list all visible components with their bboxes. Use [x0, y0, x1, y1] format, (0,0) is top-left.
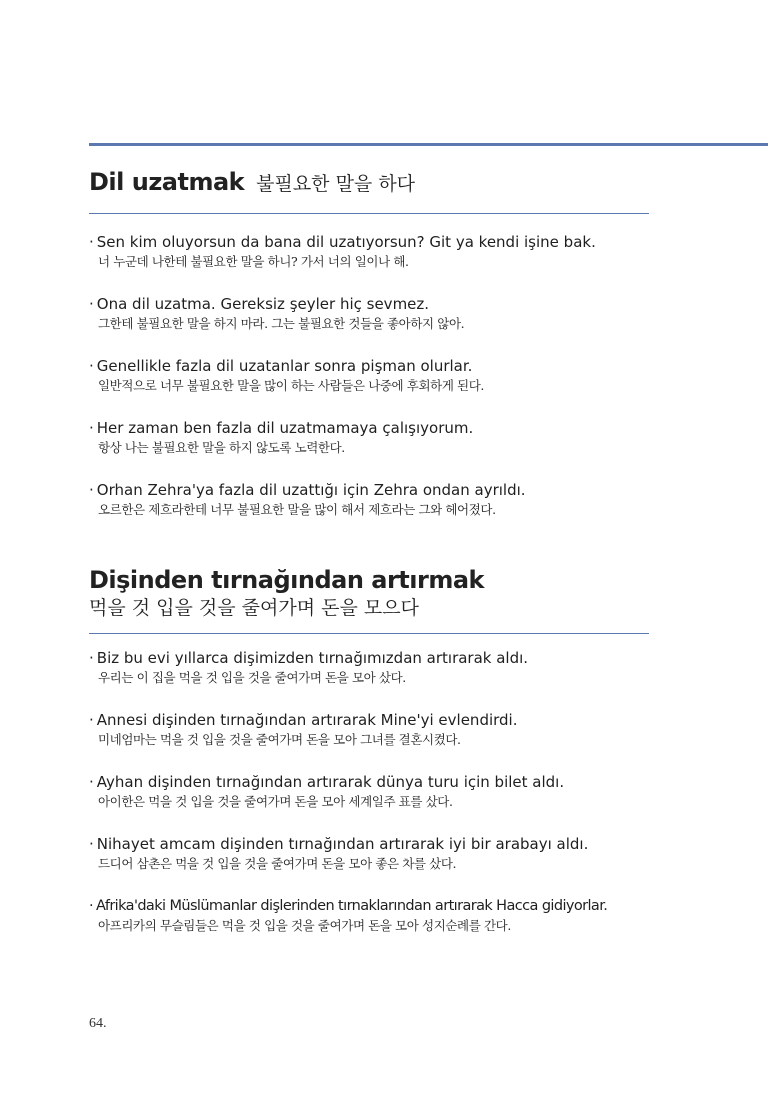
bullet: · [89, 233, 94, 251]
bullet: · [89, 711, 94, 729]
turkish-sentence: Afrika'daki Müslümanlar dişlerinden tırnaklarından artırarak Hacca gidiyorlar. [96, 898, 608, 914]
turkish-sentence: Annesi dişinden tırnağından artırarak Mine'yi evlendirdi. [96, 711, 518, 729]
example-item [89, 709, 649, 771]
example-item [89, 293, 649, 355]
example-turkish [89, 771, 649, 793]
turkish-sentence: Sen kim oluyorsun da bana dil uzatıyorsun? Git ya kendi işine bak. [96, 233, 596, 251]
example-korean: 미네엄마는 먹을 것 입을 것을 줄여가며 돈을 모아 그녀를 결혼시켰다. [98, 732, 461, 747]
example-item [89, 647, 649, 709]
turkish-sentence: Her zaman ben fazla dil uzatmamaya çalışıyorum. [96, 419, 474, 437]
turkish-sentence: Orhan Zehra'ya fazla dil uzattığı için Zehra ondan ayrıldı. [96, 481, 526, 499]
example-turkish [89, 231, 649, 253]
example-korean: 드디어 삼촌은 먹을 것 입을 것을 줄여가며 돈을 모아 좋은 차를 샀다. [98, 856, 457, 871]
example-turkish [89, 479, 649, 501]
example-turkish [89, 833, 649, 855]
example-turkish [89, 647, 649, 669]
bullet: · [89, 649, 94, 667]
example-item [89, 833, 649, 895]
example-korean: 그한테 불필요한 말을 하지 마라. 그는 불필요한 것들을 좋아하지 않아. [98, 316, 465, 331]
section-heading [89, 565, 649, 621]
example-korean: 아프리카의 무슬림들은 먹을 것 입을 것을 줄여가며 돈을 모아 성지순례를 간다. [98, 918, 511, 933]
example-item [89, 417, 649, 479]
bullet: · [89, 773, 94, 791]
turkish-sentence: Biz bu evi yıllarca dişimizden tırnağımızdan artırarak aldı. [96, 649, 529, 667]
example-korean: 아이한은 먹을 것 입을 것을 줄여가며 돈을 모아 세계일주 표를 샀다. [98, 794, 453, 809]
top-rule [89, 143, 768, 146]
example-item [89, 479, 649, 541]
bullet: · [89, 898, 94, 914]
section-divider [89, 633, 649, 634]
page-number: 64. [89, 1016, 107, 1031]
turkish-sentence: Ona dil uzatma. Gereksiz şeyler hiç sevmez. [96, 295, 430, 313]
example-item [89, 231, 649, 293]
example-list [89, 231, 649, 541]
bullet: · [89, 481, 94, 499]
section-divider [89, 213, 649, 214]
idiom-title-korean: 먹을 것 입을 것을 줄여가며 돈을 모으다 [89, 597, 419, 619]
example-turkish [89, 293, 649, 315]
idiom-title-turkish: Dişinden tırnağından artırmak [89, 566, 484, 594]
example-item [89, 771, 649, 833]
idiom-section-disinden-tirnagindan [89, 565, 649, 957]
turkish-sentence: Nihayet amcam dişinden tırnağından artırarak iyi bir arabayı aldı. [96, 835, 589, 853]
idiom-section-dil-uzatmak [89, 168, 649, 541]
turkish-sentence: Genellikle fazla dil uzatanlar sonra pişman olurlar. [96, 357, 473, 375]
example-turkish [89, 709, 649, 731]
bullet: · [89, 295, 94, 313]
turkish-sentence: Ayhan dişinden tırnağından artırarak dünya turu için bilet aldı. [96, 773, 565, 791]
example-korean: 일반적으로 너무 불필요한 말을 많이 하는 사람들은 나중에 후회하게 된다. [98, 378, 484, 393]
bullet: · [89, 357, 94, 375]
idiom-title-korean: 불필요한 말을 하다 [256, 173, 416, 195]
example-korean: 너 누군데 나한테 불필요한 말을 하니? 가서 너의 일이나 해. [98, 254, 409, 269]
example-korean: 오르한은 제흐라한테 너무 불필요한 말을 많이 해서 제흐라는 그와 헤어졌다. [98, 502, 496, 517]
section-heading [89, 168, 649, 202]
idiom-title-turkish: Dil uzatmak [89, 168, 245, 196]
example-korean: 우리는 이 집을 먹을 것 입을 것을 줄여가며 돈을 모아 샀다. [98, 670, 406, 685]
bullet: · [89, 835, 94, 853]
example-list [89, 647, 649, 957]
example-turkish [89, 355, 649, 377]
bullet: · [89, 419, 94, 437]
example-turkish [89, 417, 649, 439]
example-item [89, 355, 649, 417]
example-item [89, 895, 649, 957]
example-korean: 항상 나는 불필요한 말을 하지 않도록 노력한다. [98, 440, 345, 455]
example-turkish [89, 895, 649, 917]
